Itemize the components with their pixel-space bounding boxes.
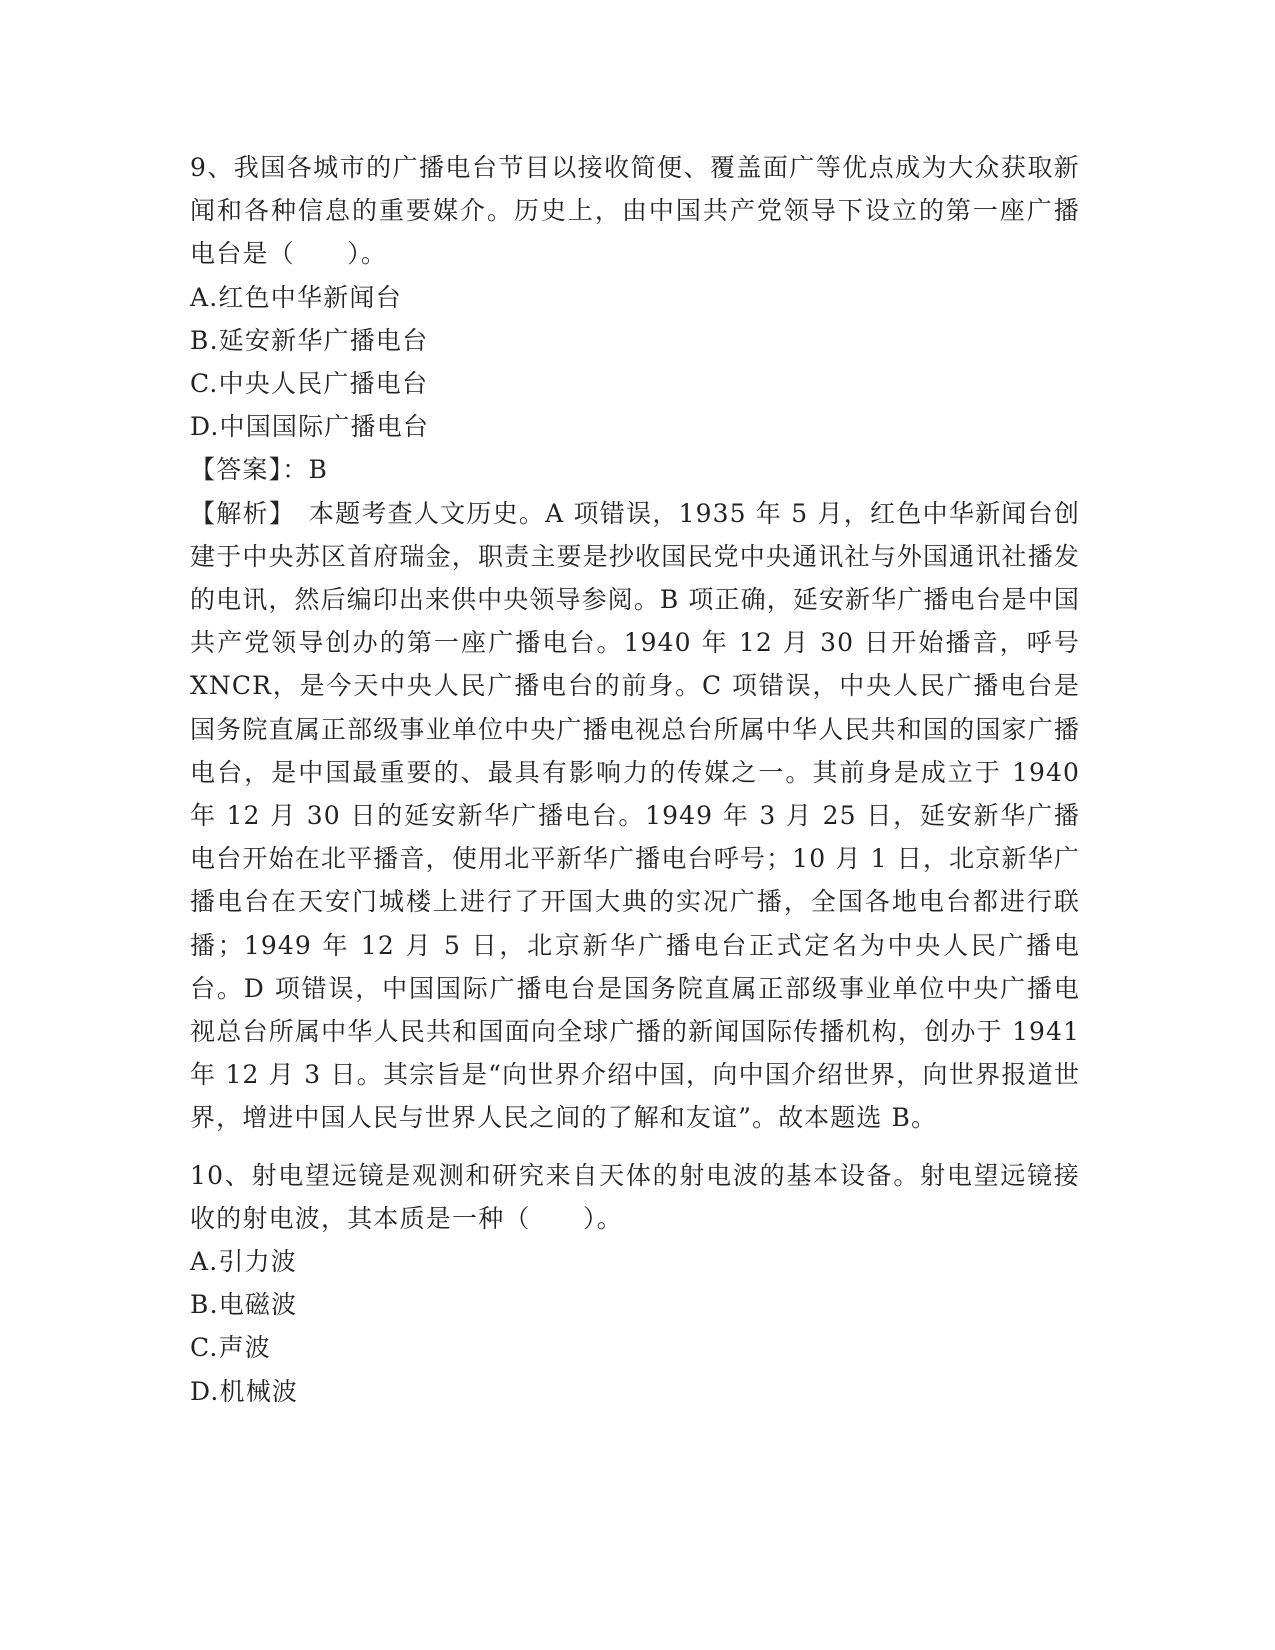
question-stem: 9、我国各城市的广播电台节目以接收简便、覆盖面广等优点成为大众获取新闻和各种信息的重要媒介。历史上，由中国共产党领导下设立的第一座广播电台是（ ）。	[190, 153, 1080, 269]
option-c: C.中央人民广播电台	[190, 369, 429, 399]
question-stem: 10、射电望远镜是观测和研究来自天体的射电波的基本设备。射电望远镜接收的射电波，其本质是一种（ ）。	[190, 1160, 1080, 1233]
option-b: B.延安新华广播电台	[190, 325, 429, 355]
question-10	[190, 1154, 1080, 1413]
option-a: A.红色中华新闻台	[190, 282, 402, 312]
question-9	[190, 146, 1080, 1140]
option-d: D.中国国际广播电台	[190, 412, 430, 442]
analysis-paragraph: 【解析】 本题考查人文历史。A 项错误，1935 年 5 月，红色中华新闻台创建于中央苏区首府瑞金，职责主要是抄收国民党中央通讯社与外国通讯社播发的电讯，然后编印出来供中央领导参阅。B 项正确，延安新华广播电台是中国共产党领导创办的第一座广播电台。1940 年 12 月 30 日开始播音，呼号 XNCR，是今天中央人民广播电台的前身。C 项错误，中央人民广播电台是国务院直属正部级事业单位中央广播电视总台所属中华人民共和国的国家广播电台，是中国最重要的、最具有影响力的传媒之一。其前身是成立于 1940 年 12 月 30 日的延安新华广播电台。1949 年 3 月 25 日，延安新华广播电台开始在北平播音，使用北平新华广播电台呼号；10 月 1 日，北京新华广播电台在天安门城楼上进行了开国大典的实况广播，全国各地电台都进行联播；1949 年 12 月 5 日，北京新华广播电台正式定名为中央人民广播电台。D 项错误，中国国际广播电台是国务院直属正部级事业单位中央广播电视总台所属中华人民共和国面向全球广播的新闻国际传播机构，创办于 1941 年 12 月 3 日。其宗旨是“向世界介绍中国，向中国介绍世界，向世界报道世界，增进中国人民与世界人民之间的了解和友谊”。故本题选 B。	[190, 498, 1080, 1133]
answer-line: 【答案】：B	[190, 455, 329, 485]
option-a: A.引力波	[190, 1247, 298, 1277]
option-b: B.电磁波	[190, 1290, 298, 1320]
option-d: D.机械波	[190, 1376, 299, 1406]
page-content	[190, 146, 1080, 1413]
option-c: C.声波	[190, 1333, 271, 1363]
